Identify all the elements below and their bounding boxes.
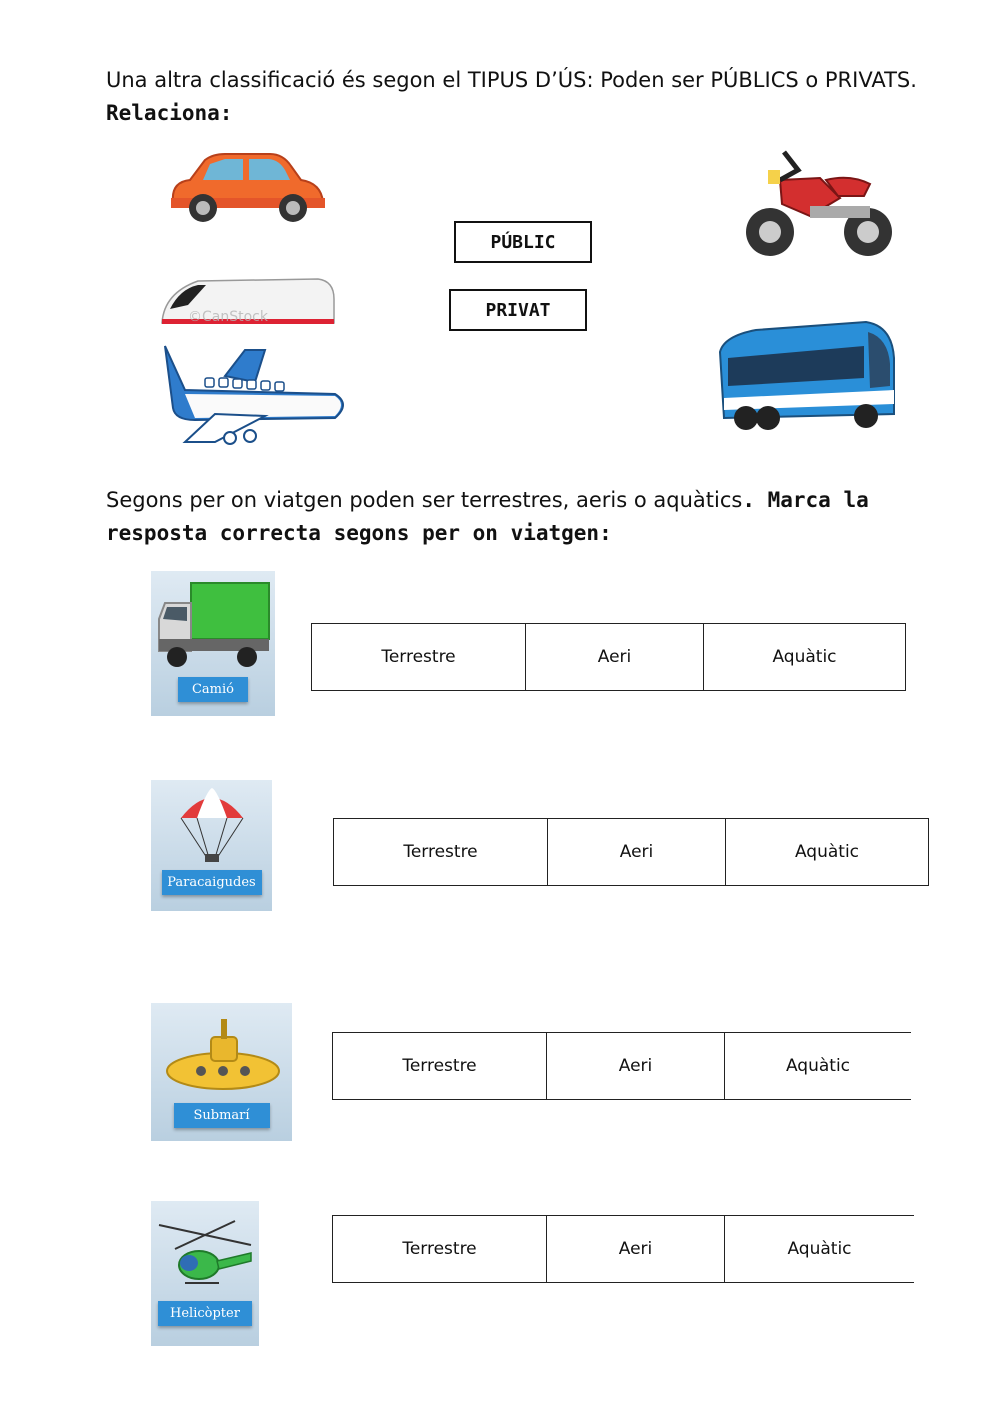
q1-option-aeri[interactable]: Aeri bbox=[525, 623, 703, 691]
private-label[interactable]: PRIVAT bbox=[449, 289, 587, 331]
q3-option-aquatic[interactable]: Aquàtic bbox=[724, 1032, 911, 1100]
q2-option-aeri[interactable]: Aeri bbox=[547, 818, 725, 886]
q1-option-terrestre[interactable]: Terrestre bbox=[311, 623, 525, 691]
parachute-tile bbox=[151, 780, 272, 911]
q3-option-aeri[interactable]: Aeri bbox=[546, 1032, 724, 1100]
intro-paragraph bbox=[106, 64, 926, 130]
section2-intro-bold-2: resposta correcta segons per on viatgen: bbox=[106, 521, 612, 545]
q4-option-aeri[interactable]: Aeri bbox=[546, 1215, 724, 1283]
section2-intro bbox=[106, 484, 926, 550]
bus-image[interactable] bbox=[716, 318, 898, 433]
truck-tile bbox=[151, 571, 275, 716]
truck-caption: Camió bbox=[178, 677, 248, 702]
q3-option-terrestre[interactable]: Terrestre bbox=[332, 1032, 546, 1100]
q2-option-aquatic[interactable]: Aquàtic bbox=[725, 818, 929, 886]
helicopter-tile bbox=[151, 1201, 259, 1346]
submarine-tile bbox=[151, 1003, 292, 1141]
train-image[interactable] bbox=[158, 275, 338, 330]
q1-option-aquatic[interactable]: Aquàtic bbox=[703, 623, 906, 691]
q1-options bbox=[311, 623, 906, 691]
q4-option-aquatic[interactable]: Aquàtic bbox=[724, 1215, 914, 1283]
q2-option-terrestre[interactable]: Terrestre bbox=[333, 818, 547, 886]
public-label[interactable]: PÚBLIC bbox=[454, 221, 592, 263]
motorcycle-image[interactable] bbox=[740, 140, 900, 260]
q4-option-terrestre[interactable]: Terrestre bbox=[332, 1215, 546, 1283]
q4-options bbox=[332, 1215, 914, 1283]
train-watermark: ©CanStock bbox=[188, 309, 268, 325]
plane-image[interactable] bbox=[155, 338, 350, 450]
intro-text: Una altra classificació és segon el TIPUS D’ÚS: Poden ser PÚBLICS o PRIVATS. bbox=[106, 68, 917, 92]
q3-options bbox=[332, 1032, 911, 1100]
section2-intro-bold-1: . Marca la bbox=[742, 488, 869, 512]
q2-options bbox=[333, 818, 929, 886]
car-image[interactable] bbox=[165, 150, 325, 225]
relaciona-instruction: Relaciona: bbox=[106, 101, 233, 125]
section2-intro-normal: Segons per on viatgen poden ser terrestres, aeris o aquàtics bbox=[106, 488, 743, 512]
submarine-caption: Submarí bbox=[174, 1103, 270, 1128]
helicopter-caption: Helicòpter bbox=[158, 1301, 252, 1326]
parachute-caption: Paracaigudes bbox=[162, 870, 262, 895]
